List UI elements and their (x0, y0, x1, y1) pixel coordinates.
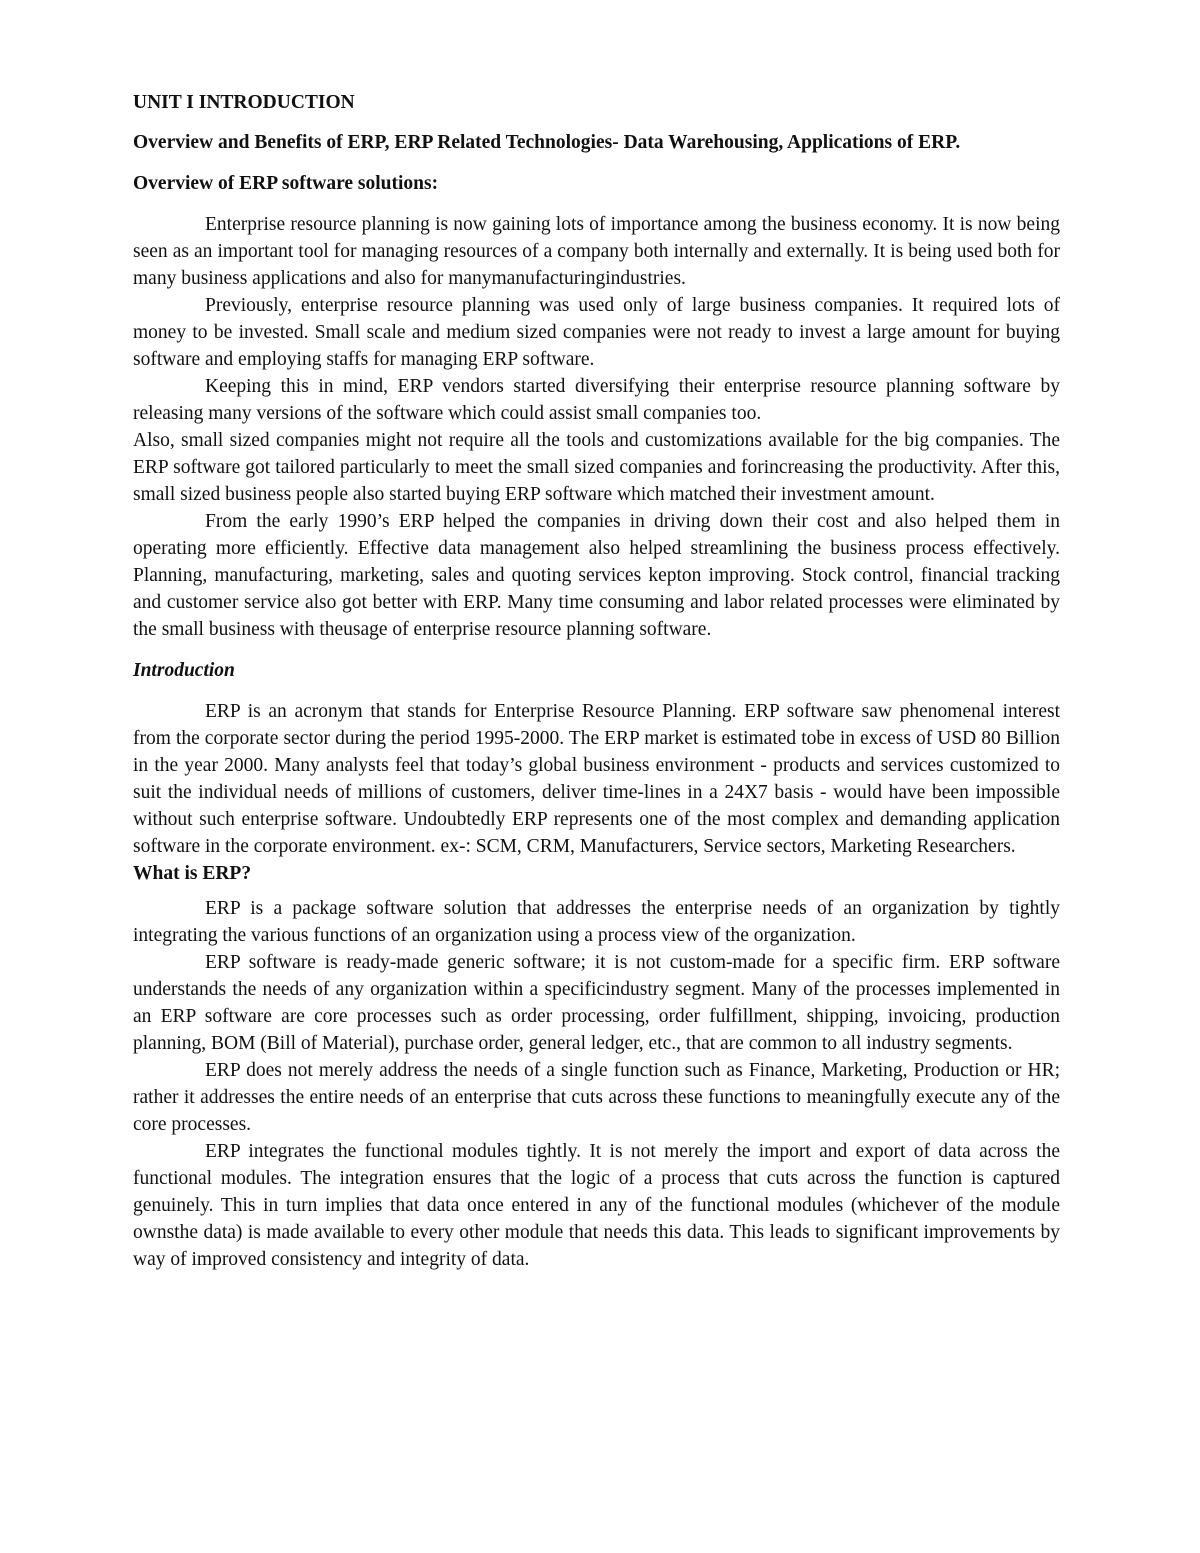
unit-heading: UNIT I INTRODUCTION (133, 92, 355, 113)
section-heading-introduction: Introduction (133, 660, 235, 681)
paragraph: ERP is an acronym that stands for Enterprise Resource Planning. ERP software saw phenomenal interest from the corporate sector during the period 1995-2000. The ERP market is estimated tobe in excess of USD 80 Billion in the year 2000. Many analysts feel that today’s global business environment - products and services customized to suit the individual needs of millions of customers, deliver time-lines in a 24X7 basis - would have been impossible without such enterprise software. Undoubtedly ERP represents one of the most complex and demanding application software in the corporate environment. ex-: SCM, CRM, Manufacturers, Service sectors, Marketing Researchers. (133, 701, 1060, 857)
paragraph: Previously, enterprise resource planning was used only of large business companies. It required lots of money to be invested. Small scale and medium sized companies were not ready to invest a large amount for buying software and employing staffs for managing ERP software. (133, 295, 1060, 370)
section-heading-what-is-erp: What is ERP? (133, 863, 252, 884)
section-what-is-erp (133, 860, 1060, 1273)
paragraph: ERP integrates the functional modules tightly. It is not merely the import and export of data across the functional modules. The integration ensures that the logic of a process that cuts across the function is captured genuinely. This in turn implies that data once entered in any of the functional modules (whichever of the module ownsthe data) is made available to every other module that needs this data. This leads to significant improvements by way of improved consistency and integrity of data. (133, 1141, 1060, 1270)
paragraph: ERP is a package software solution that addresses the enterprise needs of an organization by tightly integrating the various functions of an organization using a process view of the organization. (133, 898, 1060, 946)
section-heading-overview: Overview of ERP software solutions: (133, 173, 439, 194)
document-page (133, 90, 1060, 1273)
paragraph: ERP does not merely address the needs of a single function such as Finance, Marketing, Production or HR; rather it addresses the entire needs of an enterprise that cuts across these functions to meaningfully execute any of the core processes. (133, 1060, 1060, 1135)
paragraph: ERP software is ready-made generic software; it is not custom-made for a specific firm. ERP software understands the needs of any organization within a specificindustry segment. Many of the processes implemented in an ERP software are core processes such as order processing, order fulfillment, shipping, invoicing, production planning, BOM (Bill of Material), purchase order, general ledger, etc., that are common to all industry segments. (133, 952, 1060, 1054)
paragraph: Keeping this in mind, ERP vendors started diversifying their enterprise resource planning software by releasing many versions of the software which could assist small companies too. (133, 376, 1060, 424)
section-introduction (133, 657, 1060, 860)
paragraph: Also, small sized companies might not require all the tools and customizations available for the big companies. The ERP software got tailored particularly to meet the small sized companies and forincreasing the productivity. After this, small sized business people also started buying ERP software which matched their investment amount. (133, 430, 1060, 505)
paragraph: Enterprise resource planning is now gaining lots of importance among the business economy. It is now being seen as an important tool for managing resources of a company both internally and externally. It is being used both for many business applications and also for manymanufacturingindustries. (133, 214, 1060, 289)
section-overview (133, 170, 1060, 643)
document-title: Overview and Benefits of ERP, ERP Related Technologies- Data Warehousing, Applications of ERP. (133, 132, 961, 153)
paragraph: From the early 1990’s ERP helped the companies in driving down their cost and also helped them in operating more efficiently. Effective data management also helped streamlining the business process effectively. Planning, manufacturing, marketing, sales and quoting services kepton improving. Stock control, financial tracking and customer service also got better with ERP. Many time consuming and labor related processes were eliminated by the small business with theusage of enterprise resource planning software. (133, 511, 1060, 640)
